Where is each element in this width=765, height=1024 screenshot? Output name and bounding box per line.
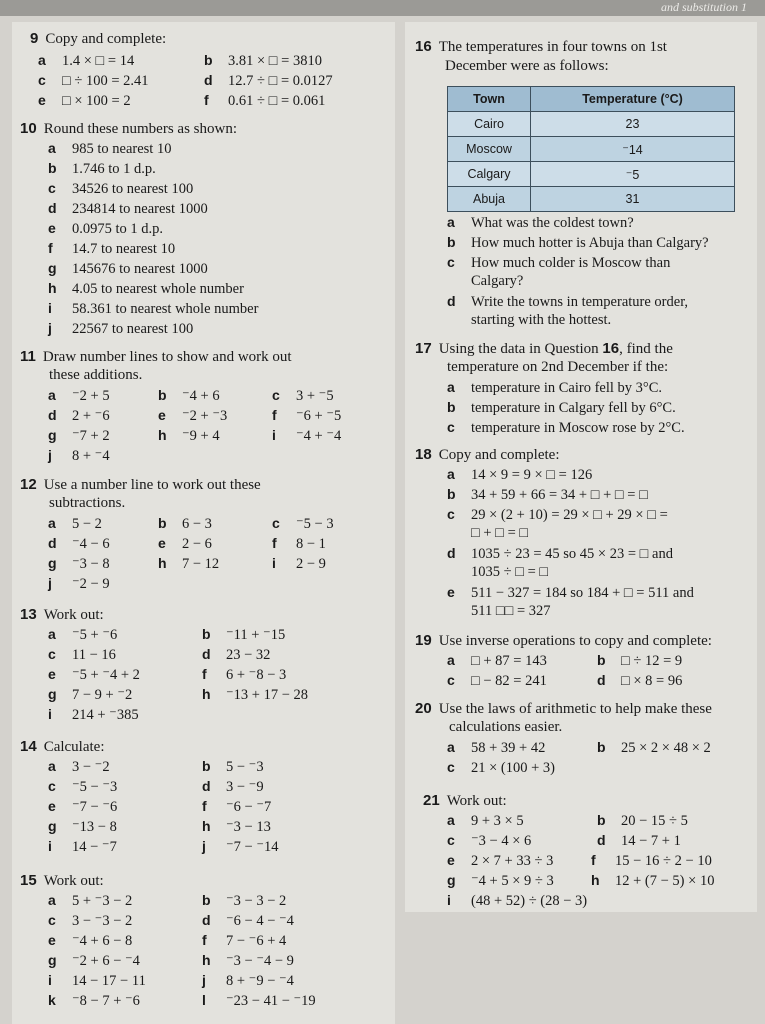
- q12-item-a: a 5 − 2: [48, 515, 102, 532]
- q10-item-g: g 145676 to nearest 1000: [48, 260, 208, 277]
- running-title: and substitution 1: [660, 0, 747, 14]
- q21-item-d: d 14 − 7 + 1: [597, 832, 681, 849]
- q16-item-b: b How much hotter is Abuja than Calgary?: [447, 234, 709, 251]
- question-10-heading: 10 Round these numbers as shown:: [20, 120, 238, 137]
- question-15-heading: 15 Work out:: [20, 872, 104, 889]
- q10-item-e: e 0.0975 to 1 d.p.: [48, 220, 164, 237]
- table-row: [448, 187, 735, 212]
- q21-item-a: a 9 + 3 × 5: [447, 812, 524, 829]
- q10-item-h: h 4.05 to nearest whole number: [48, 280, 244, 297]
- q20-item-c: c 21 × (100 + 3): [447, 759, 556, 776]
- q13-item-f: f 6 + ⁻8 − 3: [202, 666, 287, 683]
- q11-item-j: j 8 + ⁻4: [48, 447, 110, 464]
- q17-item-a: a temperature in Cairo fell by 3°C.: [447, 379, 663, 396]
- q17-item-b: b temperature in Calgary fell by 6°C.: [447, 399, 676, 416]
- question-13-heading: 13 Work out:: [20, 606, 104, 623]
- q20-item-a: a 58 + 39 + 42: [447, 739, 546, 756]
- q14-item-f: f ⁻6 − ⁻7: [202, 798, 272, 815]
- q14-item-i: i 14 − ⁻7: [48, 838, 117, 855]
- q15-item-h: h ⁻3 − ⁻4 − 9: [202, 952, 294, 969]
- q15-item-k: k ⁻8 − 7 + ⁻6: [48, 992, 140, 1009]
- q14-item-e: e ⁻7 − ⁻6: [48, 798, 118, 815]
- question-18-heading: 18 Copy and complete:: [415, 446, 560, 463]
- q12-item-i: i 2 − 9: [272, 555, 326, 572]
- q18-item-a: a 14 × 9 = 9 × □ = 126: [447, 466, 593, 483]
- q16-heading-line-2: December were as follows:: [445, 58, 609, 74]
- q12-item-e: e 2 − 6: [158, 535, 212, 552]
- q9-item-f: f 0.61 ÷ □ = 0.061: [204, 92, 326, 109]
- temperature-table: [447, 86, 735, 212]
- right-column: [405, 22, 757, 912]
- q18-item-e-line-2: 511 □□ = 327: [471, 603, 551, 619]
- q13-item-b: b ⁻11 + ⁻15: [202, 626, 286, 643]
- q16-item-d: d Write the towns in temperature order,: [447, 293, 689, 310]
- q21-item-b: b 20 − 15 ÷ 5: [597, 812, 688, 829]
- table-cell: Moscow: [448, 137, 531, 162]
- question-19-heading: 19 Use inverse operations to copy and complete:: [415, 632, 712, 649]
- q13-item-i: i 214 + ⁻385: [48, 706, 139, 723]
- q21-item-e: e 2 × 7 + 33 ÷ 3: [447, 852, 554, 869]
- q14-item-j: j ⁻7 − ⁻14: [202, 838, 279, 855]
- table-cell: Calgary: [448, 162, 531, 187]
- q16-item-c-line-2: Calgary?: [471, 273, 524, 289]
- top-strip: [0, 0, 765, 16]
- q17-item-c: c temperature in Moscow rose by 2°C.: [447, 419, 685, 436]
- table-cell: ⁻14: [531, 137, 735, 162]
- q11-item-g: g ⁻7 + 2: [48, 427, 110, 444]
- table-cell: 31: [531, 187, 735, 212]
- q15-item-g: g ⁻2 + 6 − ⁻4: [48, 952, 140, 969]
- q11-heading-line-2: these additions.: [49, 367, 143, 383]
- q10-item-f: f 14.7 to nearest 10: [48, 240, 176, 257]
- q10-item-b: b 1.746 to 1 d.p.: [48, 160, 156, 177]
- left-column: [12, 22, 395, 1024]
- q16-item-d-line-2: starting with the hottest.: [471, 312, 612, 328]
- q18-item-c: c 29 × (2 + 10) = 29 × □ + 29 × □ =: [447, 506, 668, 523]
- q15-item-c: c 3 − ⁻3 − 2: [48, 912, 133, 929]
- q11-item-d: d 2 + ⁻6: [48, 407, 110, 424]
- q14-item-d: d 3 − ⁻9: [202, 778, 264, 795]
- q12-heading-line-2: subtractions.: [49, 495, 126, 511]
- table-cell: Cairo: [448, 112, 531, 137]
- q12-item-f: f 8 − 1: [272, 535, 326, 552]
- q15-item-f: f 7 − ⁻6 + 4: [202, 932, 287, 949]
- q9-item-d: d 12.7 ÷ □ = 0.0127: [204, 72, 333, 89]
- q15-item-l: l ⁻23 − 41 − ⁻19: [202, 992, 316, 1009]
- q11-item-b: b ⁻4 + 6: [158, 387, 220, 404]
- table-header-row: [448, 87, 735, 112]
- q11-item-e: e ⁻2 + ⁻3: [158, 407, 228, 424]
- q10-item-j: j 22567 to nearest 100: [48, 320, 194, 337]
- q18-item-c-line-2: □ + □ = □: [471, 525, 529, 541]
- q12-item-b: b 6 − 3: [158, 515, 212, 532]
- question-20-heading: 20 Use the laws of arithmetic to help make these: [415, 700, 712, 717]
- q10-item-i: i 58.361 to nearest whole number: [48, 300, 259, 317]
- q15-item-d: d ⁻6 − 4 − ⁻4: [202, 912, 294, 929]
- q16-item-a: a What was the coldest town?: [447, 214, 634, 231]
- q12-item-g: g ⁻3 − 8: [48, 555, 110, 572]
- table-cell: 23: [531, 112, 735, 137]
- q12-item-h: h 7 − 12: [158, 555, 220, 572]
- q13-item-e: e ⁻5 + ⁻4 + 2: [48, 666, 140, 683]
- q12-item-c: c ⁻5 − 3: [272, 515, 334, 532]
- q14-item-g: g ⁻13 − 8: [48, 818, 117, 835]
- table-row: [448, 112, 735, 137]
- q11-item-i: i ⁻4 + ⁻4: [272, 427, 342, 444]
- q19-item-b: b □ ÷ 12 = 9: [597, 652, 683, 669]
- q14-item-a: a 3 − ⁻2: [48, 758, 110, 775]
- q15-item-e: e ⁻4 + 6 − 8: [48, 932, 133, 949]
- q11-item-h: h ⁻9 + 4: [158, 427, 220, 444]
- q9-item-e: e □ × 100 = 2: [38, 92, 131, 109]
- q15-item-b: b ⁻3 − 3 − 2: [202, 892, 287, 909]
- q18-item-d-line-2: 1035 ÷ □ = □: [471, 564, 549, 580]
- question-11-heading: 11 Draw number lines to show and work out: [20, 348, 292, 365]
- question-12-heading: 12 Use a number line to work out these: [20, 476, 261, 493]
- table-row: [448, 137, 735, 162]
- q10-item-d: d 234814 to nearest 1000: [48, 200, 208, 217]
- table-row: [448, 162, 735, 187]
- q11-item-c: c 3 + ⁻5: [272, 387, 334, 404]
- q15-item-j: j 8 + ⁻9 − ⁻4: [202, 972, 294, 989]
- q19-item-c: c □ − 82 = 241: [447, 672, 547, 689]
- q13-item-h: h ⁻13 + 17 − 28: [202, 686, 309, 703]
- q14-item-b: b 5 − ⁻3: [202, 758, 264, 775]
- column-header-town: Town: [448, 87, 531, 112]
- table-cell: Abuja: [448, 187, 531, 212]
- question-14-heading: 14 Calculate:: [20, 738, 105, 755]
- q13-item-g: g 7 − 9 + ⁻2: [48, 686, 133, 703]
- q12-item-d: d ⁻4 − 6: [48, 535, 110, 552]
- question-17-heading: 17 Using the data in Question 16, find the: [415, 340, 673, 357]
- q13-item-a: a ⁻5 + ⁻6: [48, 626, 118, 643]
- table-cell: ⁻5: [531, 162, 735, 187]
- q21-item-h: h 12 + (7 − 5) × 10: [591, 872, 715, 889]
- q21-item-i: i (48 + 52) ÷ (28 − 3): [447, 892, 588, 909]
- q13-item-d: d 23 − 32: [202, 646, 271, 663]
- q15-item-a: a 5 + ⁻3 − 2: [48, 892, 133, 909]
- q21-item-f: f 15 − 16 ÷ 2 − 10: [591, 852, 712, 869]
- q11-item-f: f ⁻6 + ⁻5: [272, 407, 342, 424]
- q14-item-c: c ⁻5 − ⁻3: [48, 778, 118, 795]
- question-9-heading: 9 Copy and complete:: [30, 30, 167, 47]
- q20-heading-line-2: calculations easier.: [449, 719, 563, 735]
- question-16-heading: 16 The temperatures in four towns on 1st: [415, 38, 667, 55]
- q18-item-e: e 511 − 327 = 184 so 184 + □ = 511 and: [447, 584, 694, 601]
- question-21-heading: 21 Work out:: [423, 792, 507, 809]
- q19-item-d: d □ × 8 = 96: [597, 672, 683, 689]
- q20-item-b: b 25 × 2 × 48 × 2: [597, 739, 711, 756]
- q18-item-b: b 34 + 59 + 66 = 34 + □ + □ = □: [447, 486, 648, 503]
- q12-item-j: j ⁻2 − 9: [48, 575, 110, 592]
- q21-item-c: c ⁻3 − 4 × 6: [447, 832, 532, 849]
- q11-item-a: a ⁻2 + 5: [48, 387, 110, 404]
- q19-item-a: a □ + 87 = 143: [447, 652, 547, 669]
- column-header-temperature: Temperature (°C): [531, 87, 735, 112]
- q9-item-b: b 3.81 × □ = 3810: [204, 52, 322, 69]
- q9-item-c: c □ ÷ 100 = 2.41: [38, 72, 149, 89]
- q17-heading-line-2: temperature on 2nd December if the:: [447, 359, 669, 375]
- q18-item-d: d 1035 ÷ 23 = 45 so 45 × 23 = □ and: [447, 545, 673, 562]
- q10-item-a: a 985 to nearest 10: [48, 140, 172, 157]
- q15-item-i: i 14 − 17 − 11: [48, 972, 146, 989]
- q14-item-h: h ⁻3 − 13: [202, 818, 271, 835]
- q21-item-g: g ⁻4 + 5 × 9 ÷ 3: [447, 872, 554, 889]
- q9-item-a: a 1.4 × □ = 14: [38, 52, 135, 69]
- q10-item-c: c 34526 to nearest 100: [48, 180, 194, 197]
- q13-item-c: c 11 − 16: [48, 646, 116, 663]
- q16-item-c: c How much colder is Moscow than: [447, 254, 671, 271]
